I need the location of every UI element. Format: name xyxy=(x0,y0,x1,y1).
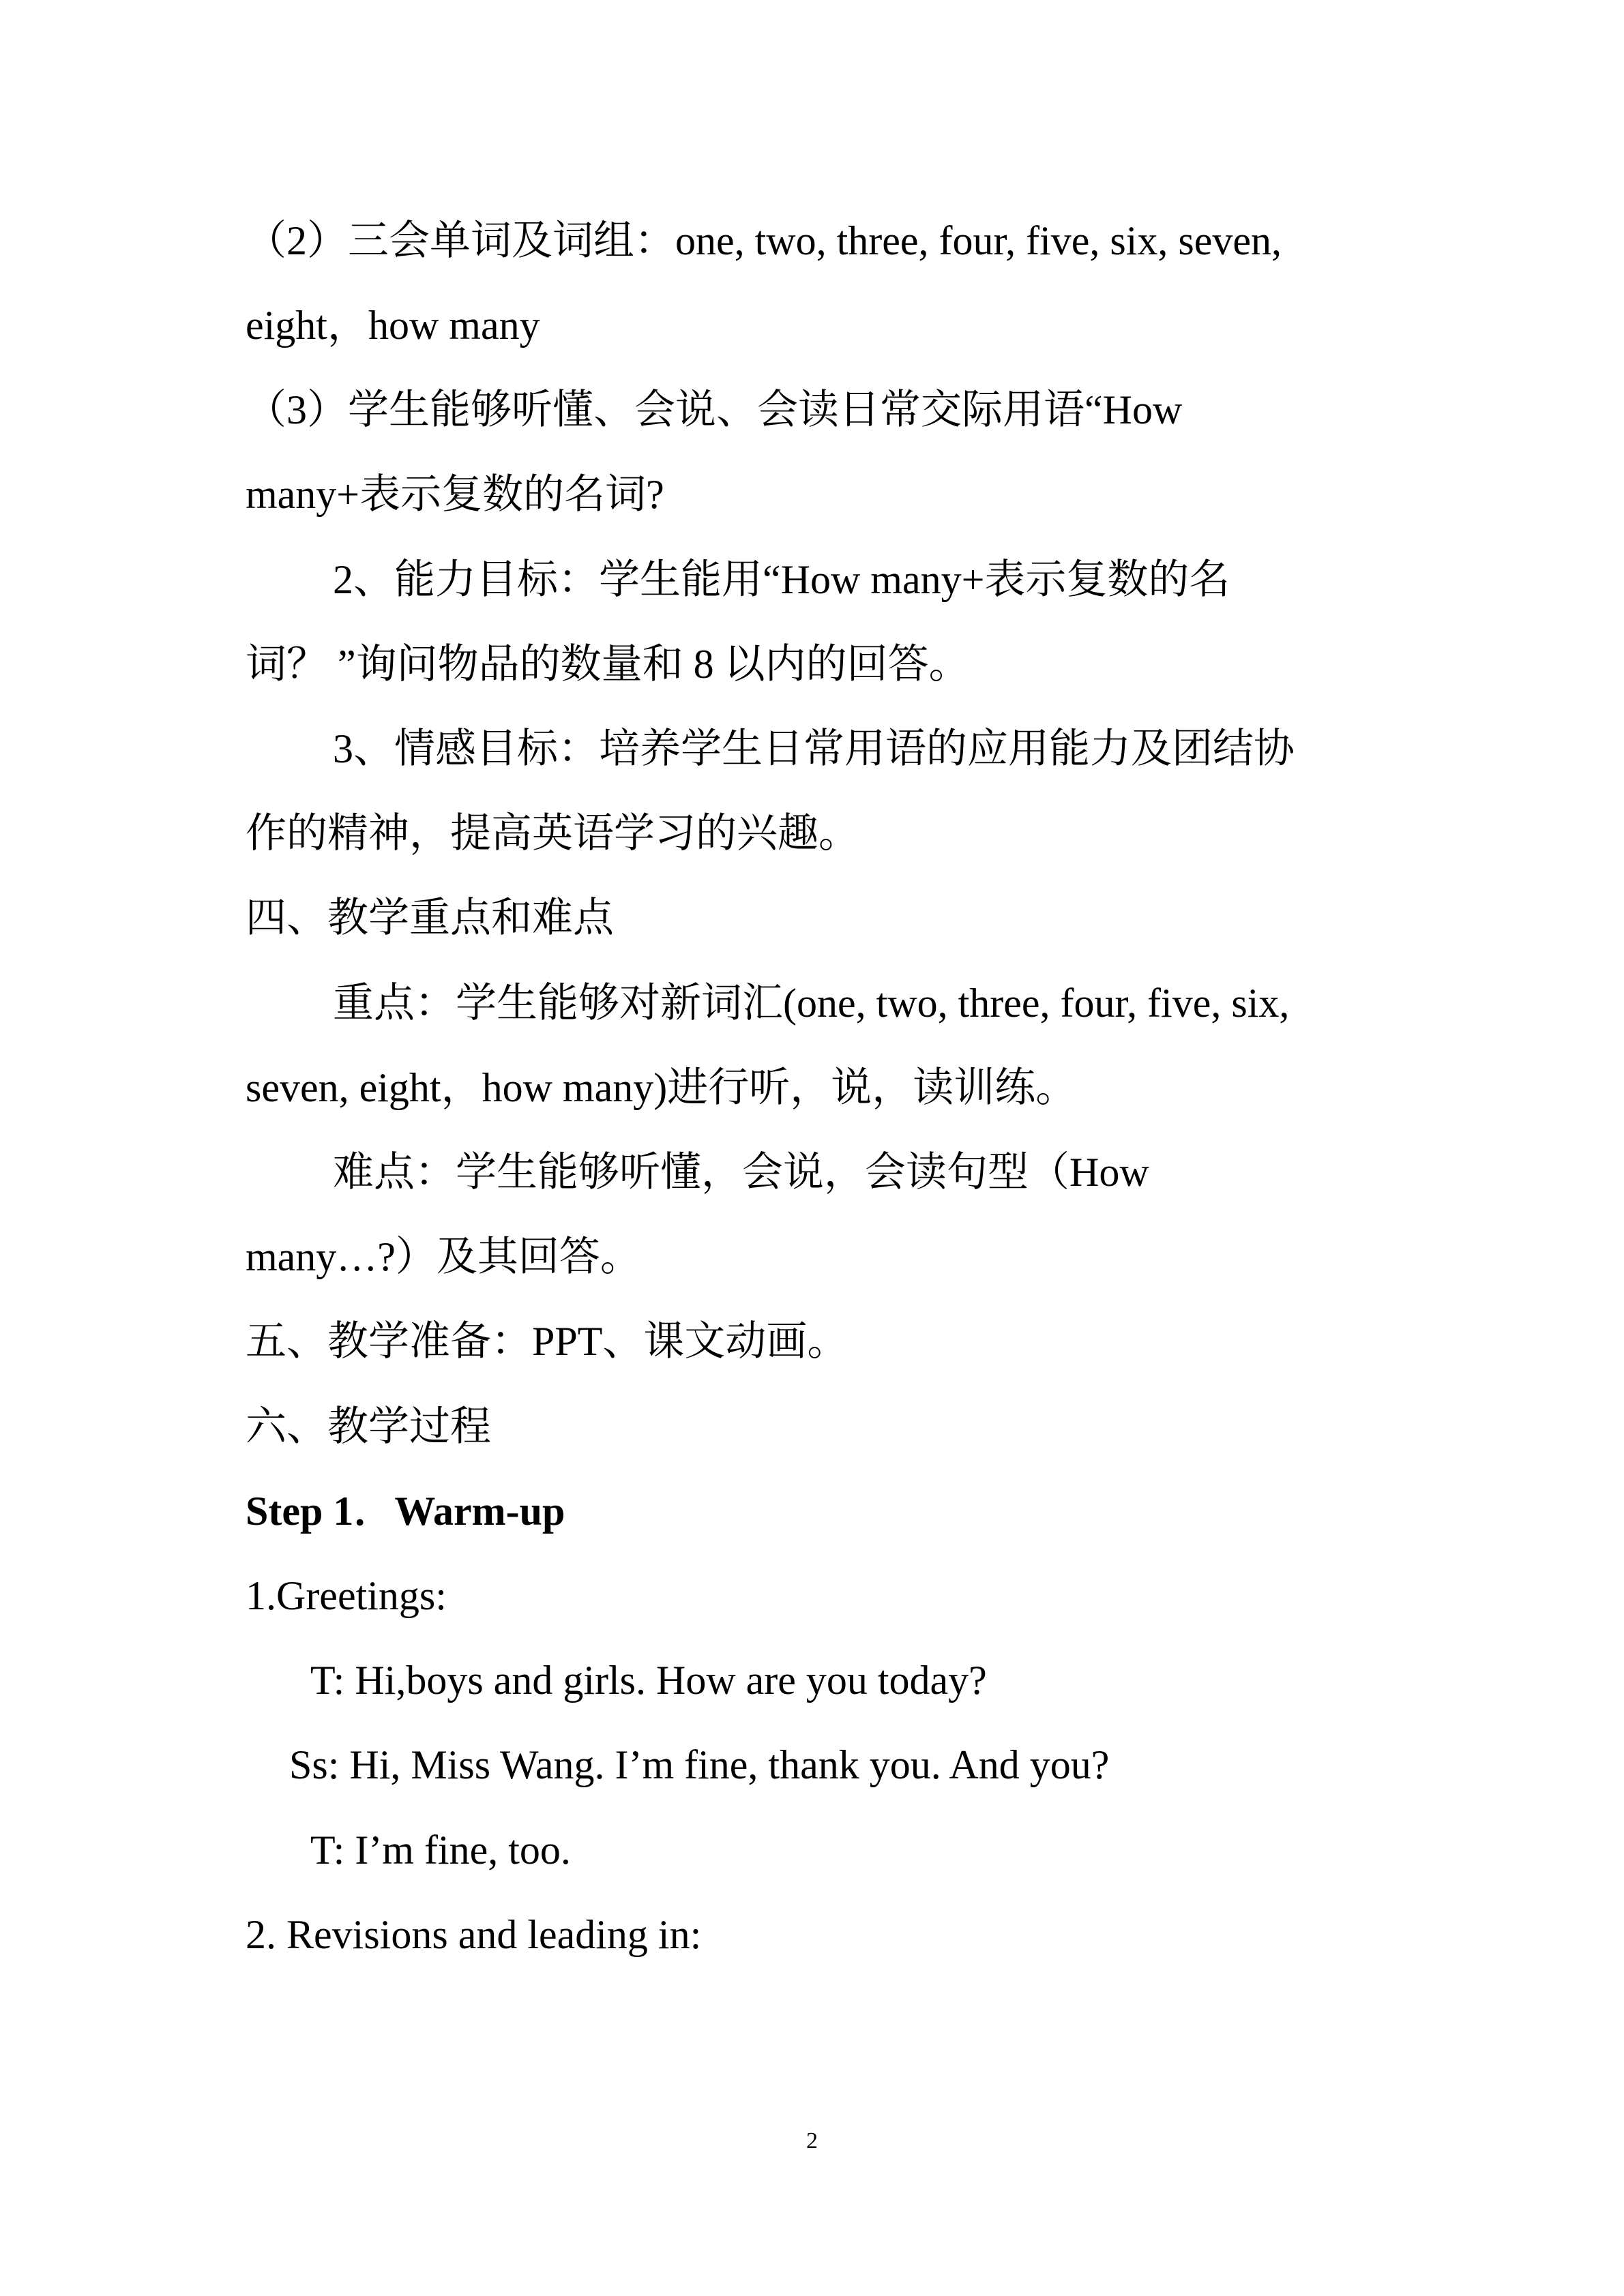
text-line-13: many…?）及其回答。 xyxy=(246,1234,641,1279)
step-heading: Step 1．Warm-up xyxy=(246,1489,565,1534)
page-number: 2 xyxy=(806,2128,818,2153)
dialogue-line-3: T: I’m fine, too. xyxy=(310,1828,571,1873)
text-line-8: 作的精神，提高英语学习的兴趣。 xyxy=(246,811,859,856)
dialogue-line-1: T: Hi,boys and girls. How are you today? xyxy=(310,1658,987,1703)
text-line-12: 难点：学生能够听懂，会说，会读句型（How xyxy=(333,1150,1149,1195)
text-line-7: 3、情感目标：培养学生日常用语的应用能力及团结协 xyxy=(333,726,1295,771)
text-line-5: 2、能力目标：学生能用“How many+表示复数的名 xyxy=(333,557,1230,602)
section-heading-5: 五、教学准备：PPT、课文动画。 xyxy=(246,1319,848,1364)
text-line-17: 1.Greetings: xyxy=(246,1573,447,1618)
dialogue-line-2: Ss: Hi, Miss Wang. I’m fine, thank you. And you? xyxy=(289,1742,1110,1787)
section-heading-6: 六、教学过程 xyxy=(246,1404,491,1449)
text-line-11: seven, eight，how many)进行听，说，读训练。 xyxy=(246,1065,1077,1110)
text-line-21: 2. Revisions and leading in: xyxy=(246,1912,702,1957)
text-line-6: 词？ ”询问物品的数量和 8 以内的回答。 xyxy=(246,642,970,687)
text-line-3: （3）学生能够听懂、会说、会读日常交际用语“How xyxy=(246,387,1183,432)
text-line-4: many+表示复数的名词? xyxy=(246,472,664,517)
text-line-10: 重点：学生能够对新词汇(one, two, three, four, five, six, xyxy=(333,981,1290,1026)
section-heading-4: 四、教学重点和难点 xyxy=(246,895,614,940)
text-line-1: （2）三会单词及词组：one, two, three, four, five, six, seven, xyxy=(246,218,1282,263)
text-line-2: eight，how many xyxy=(246,303,540,348)
